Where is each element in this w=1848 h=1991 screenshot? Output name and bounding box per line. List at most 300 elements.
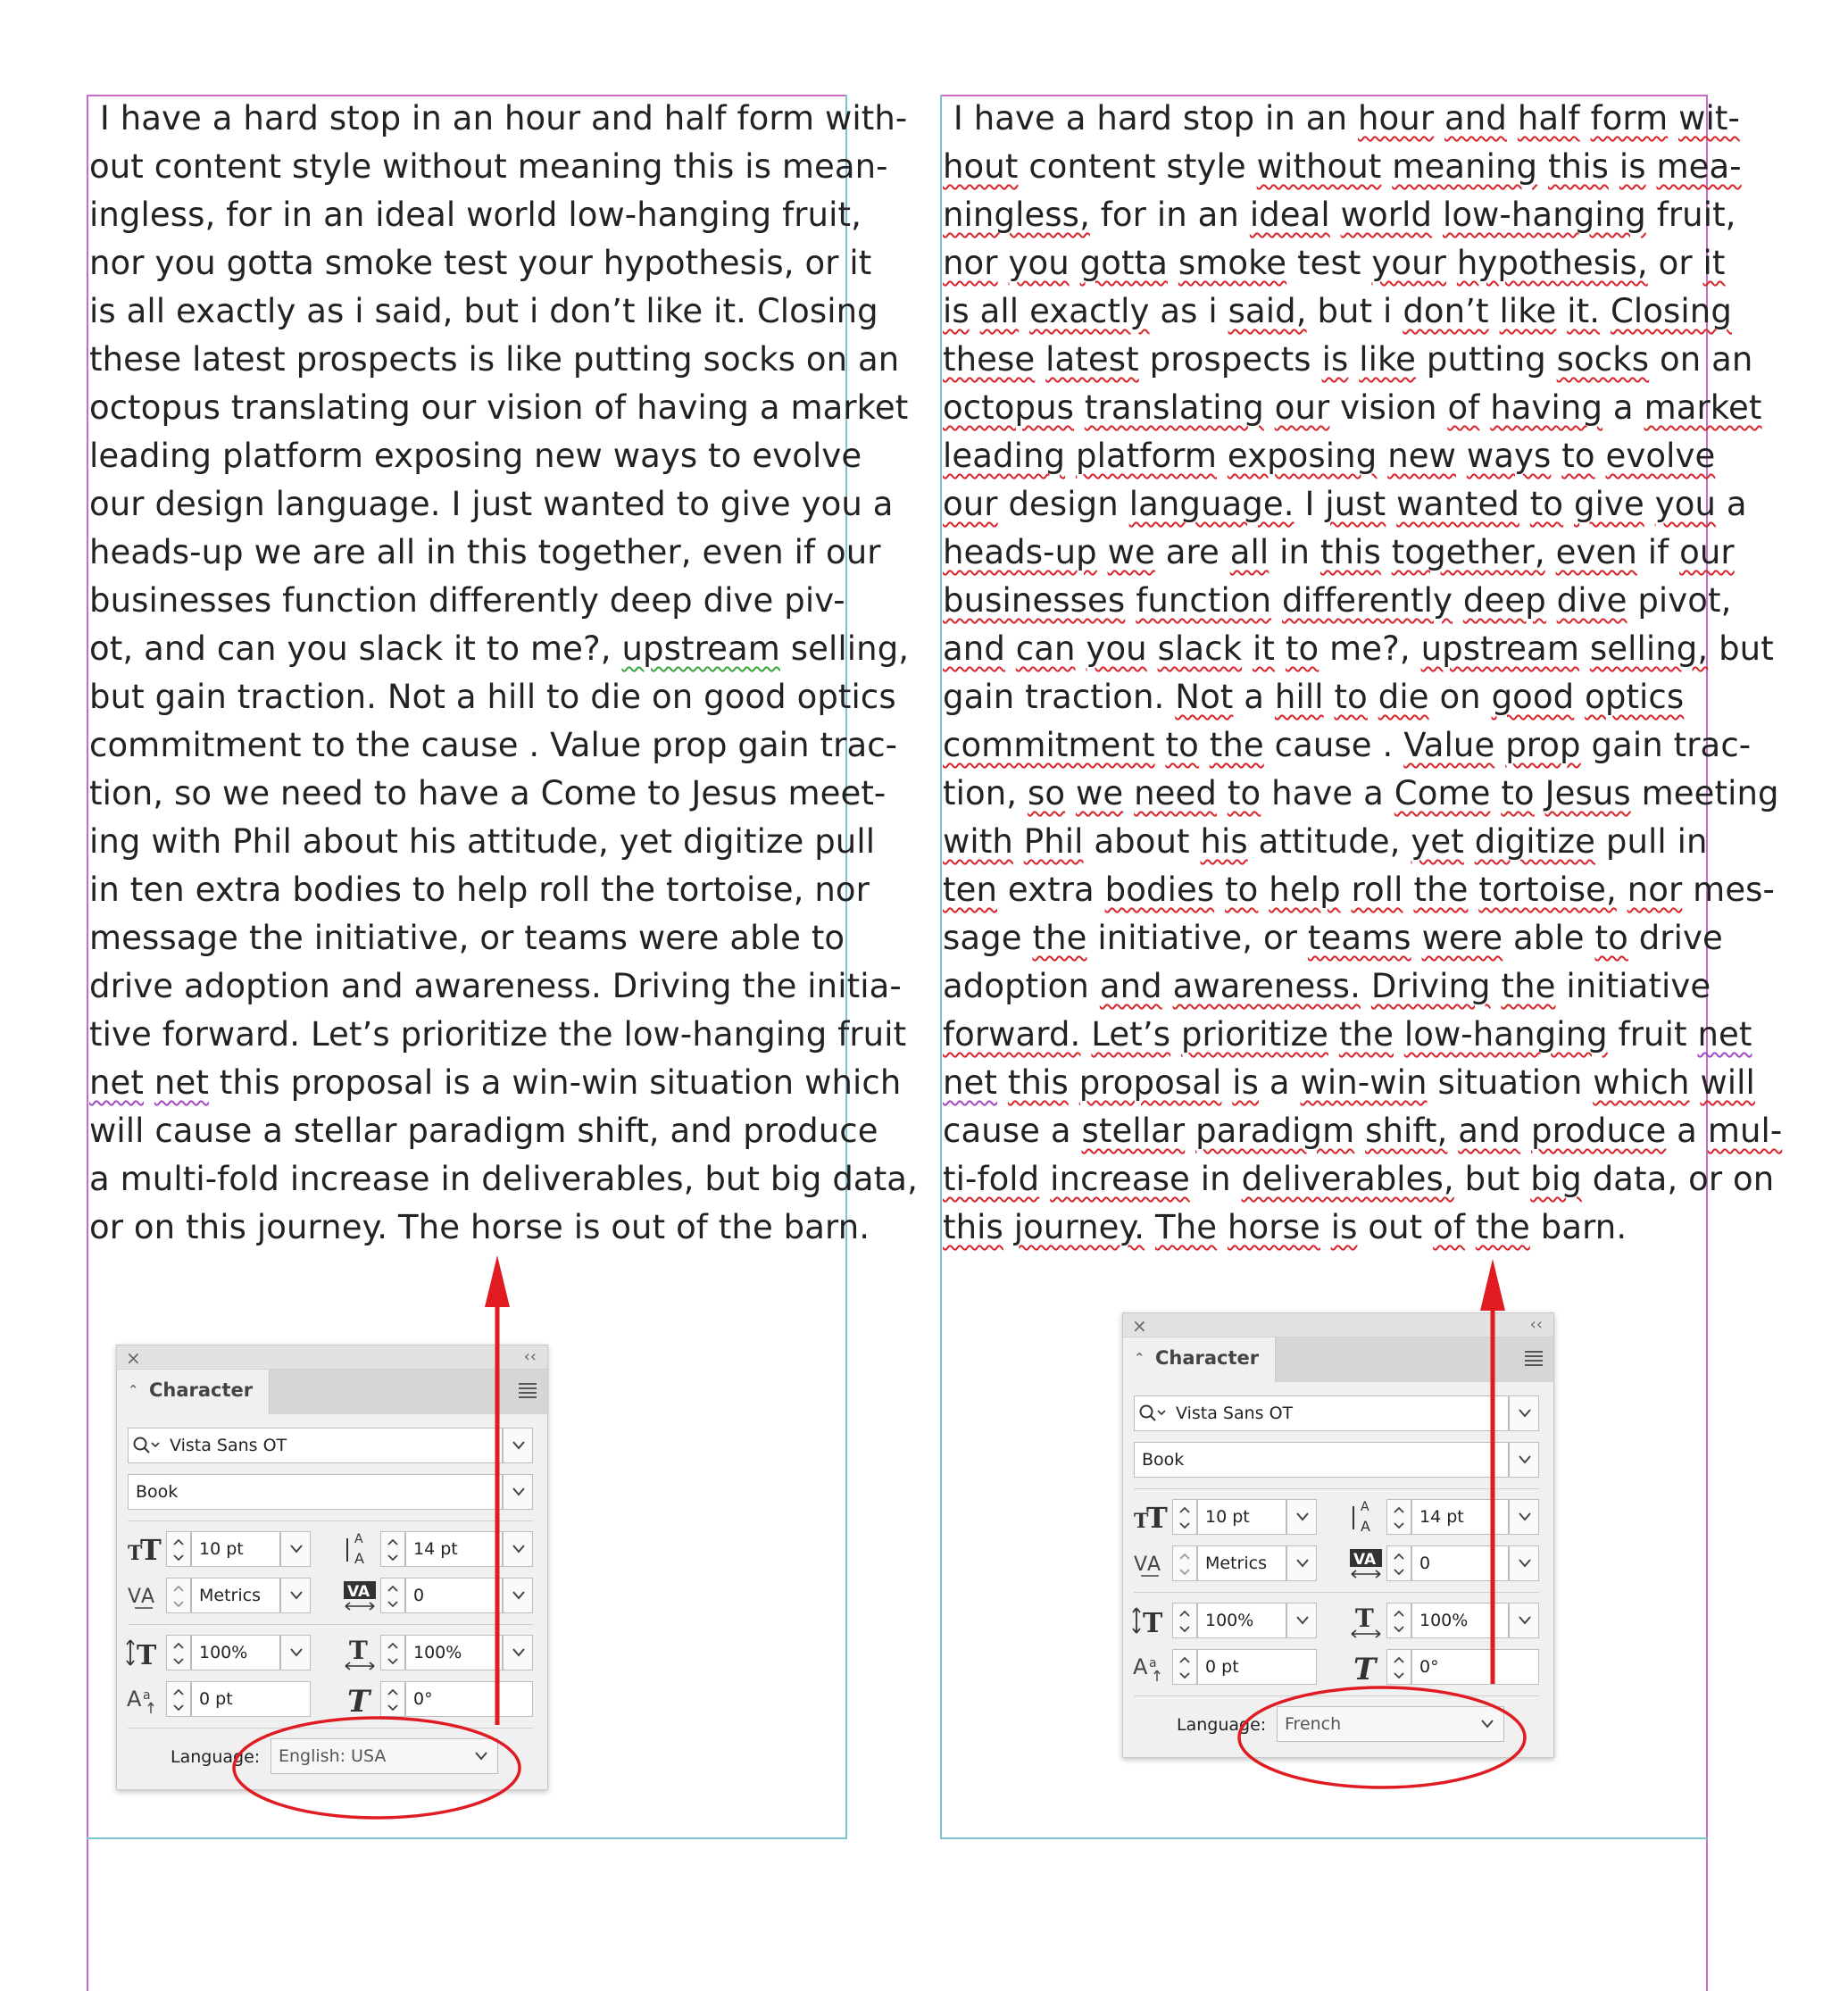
text-run: heads-up we are all in this together, even if our [89,533,881,571]
text-line [943,191,1736,239]
text-run: tive forward. Let’s prioritize the low-hanging fruit [89,1015,907,1054]
duplicate-word: net [1697,1015,1752,1054]
text-line [89,914,857,962]
misspelled-word: yet [1411,822,1464,861]
font-size-value: 10 pt [1205,1507,1250,1527]
text-run [144,1063,154,1102]
font-family-dropdown[interactable] [503,1428,533,1463]
text-run: octopus translating our vision of having a market [89,388,909,427]
divider [128,1728,533,1729]
misspelled-word: so [1028,774,1066,812]
horizontal-scale-dropdown[interactable] [503,1635,533,1670]
misspelled-word: die [1378,678,1429,716]
text-run [1377,437,1387,475]
horizontal-scale-stepper[interactable] [380,1635,405,1670]
text-run: ingless, for in an ideal world low-hanging fruit, [89,196,862,234]
text-run [998,244,1009,282]
svg-text:A: A [354,1532,363,1546]
misspelled-word: were [1421,919,1503,957]
text-run: fruit, [1645,196,1736,234]
baseline-shift-stepper[interactable] [1172,1649,1197,1685]
font-style-value: Book [136,1482,179,1502]
misspelled-word: platform [1076,437,1218,475]
text-line [89,287,878,336]
text-run: vision [1329,388,1448,427]
search-icon [1138,1404,1169,1425]
text-run [1199,726,1210,764]
text-line [943,866,1776,914]
text-line [89,191,862,239]
language-select[interactable] [271,1738,498,1774]
misspelled-word: of [1447,388,1480,427]
text-run: I [1294,485,1326,523]
chevron-down-icon [1518,1615,1532,1626]
text-run: sage [943,919,1033,957]
text-run: pull in [1595,822,1708,861]
tab-character[interactable] [1123,1337,1276,1382]
tracking-stepper[interactable] [380,1578,405,1613]
text-run: putting [1416,340,1557,379]
kerning-dropdown[interactable] [280,1578,311,1613]
misspelled-word: Not [1175,678,1234,716]
text-frame-french[interactable] [943,95,1783,1252]
baseline-shift-value: 0 pt [1205,1657,1239,1677]
leading-stepper[interactable] [380,1531,405,1567]
text-line [89,577,857,625]
text-line [89,432,862,480]
close-icon[interactable]: × [126,1347,141,1369]
skew-stepper[interactable] [380,1681,405,1717]
text-run [1217,774,1228,812]
misspelled-word: is [1619,147,1646,186]
misspelled-word: big [1530,1160,1582,1198]
misspelled-word: all [1229,533,1269,571]
kerning-stepper[interactable] [166,1578,191,1613]
text-run [1185,1112,1195,1150]
text-run [1546,581,1557,620]
misspelled-word: is [1232,1063,1260,1102]
svg-text:A: A [1133,1654,1148,1679]
baseline-shift-input[interactable] [1197,1649,1317,1685]
svg-text:T: T [137,1640,157,1670]
svg-text:T: T [1134,1510,1149,1533]
misspelled-word: it [1253,629,1275,668]
baseline-shift-stepper[interactable] [166,1681,191,1717]
tab-character[interactable] [117,1370,270,1414]
misspelled-word: you [1008,244,1070,282]
vertical-scale-icon [1132,1603,1168,1638]
text-line [89,721,898,770]
misspelled-word: optics [1585,678,1685,716]
misspelled-word: hour [1358,99,1435,137]
search-icon [132,1436,162,1457]
skew-icon [342,1681,378,1717]
skew-input[interactable] [1411,1649,1539,1685]
font-style-input[interactable] [1134,1442,1509,1478]
text-run: a [1233,678,1275,716]
text-line [89,1155,918,1204]
misspelled-word: mul- [1707,1112,1783,1150]
text-run: a [1716,485,1747,523]
misspelled-word: tortoise, [1478,871,1617,909]
text-run [1324,678,1335,716]
misspelled-word: Value [1403,726,1495,764]
text-run: me?, [1319,629,1421,668]
chevron-down-icon [512,1440,526,1451]
tracking-stepper[interactable] [1386,1545,1411,1581]
text-run [1039,1160,1050,1198]
chevron-down-icon [512,1590,526,1601]
vertical-scale-input[interactable] [191,1635,280,1670]
text-line [89,866,870,914]
text-line [943,529,1735,577]
close-icon[interactable]: × [1132,1315,1147,1337]
font-size-input[interactable] [191,1531,280,1567]
misspelled-word: the [1475,1208,1530,1246]
text-run [1019,292,1029,330]
text-run: leading platform exposing new ways to evolve [89,437,862,475]
misspelled-word: his [1200,822,1248,861]
text-line [943,770,1779,818]
panel-titlebar [117,1345,547,1370]
misspelled-word: gotta [1079,244,1168,282]
chevron-down-icon [512,1487,526,1497]
misspelled-word: don’t [1403,292,1489,330]
svg-text:A: A [354,1550,364,1567]
text-run [1125,581,1136,620]
misspelled-word: dive [1556,581,1627,620]
text-run [1217,1208,1228,1246]
kerning-stepper[interactable] [1172,1545,1197,1581]
text-run [1076,629,1086,668]
font-size-icon [126,1531,162,1567]
misspelled-word: hill [1274,678,1324,716]
kerning-input[interactable] [191,1578,280,1613]
text-run [1468,871,1478,909]
leading-input[interactable] [405,1531,503,1567]
text-line [89,673,896,721]
kerning-input[interactable] [1197,1545,1286,1581]
text-frame-english[interactable] [89,95,918,1252]
font-size-stepper[interactable] [166,1531,191,1567]
annotation-arrowhead-english [485,1255,510,1307]
vertical-scale-icon [126,1635,162,1670]
misspelled-word: to [1529,485,1564,523]
misspelled-word: The [1155,1208,1218,1246]
misspelled-word: half [1517,99,1580,137]
text-run [1394,1015,1404,1054]
misspelled-word: and [1444,99,1507,137]
text-run [1563,485,1574,523]
text-run: I have a hard stop in an hour and half form with- [89,99,908,137]
text-run: if [1636,533,1680,571]
text-run [1330,196,1341,234]
text-run [997,1063,1008,1102]
font-family-input[interactable] [1134,1395,1509,1431]
font-size-dropdown[interactable] [1286,1499,1317,1535]
skew-value: 0° [413,1689,433,1709]
misspelled-word: and [1458,1112,1521,1150]
svg-text:A: A [141,1586,155,1608]
text-run [1411,919,1422,957]
text-line [943,1011,1752,1059]
language-value: French [1285,1714,1342,1734]
text-line [89,384,909,432]
duplicate-word: net [154,1063,209,1102]
horizontal-scale-icon [1348,1603,1384,1638]
misspelled-word: the [1209,726,1264,764]
font-size-input[interactable] [1197,1499,1286,1535]
leading-icon [342,1531,378,1567]
text-run: prospects [1138,340,1322,379]
text-run: as i [1149,292,1228,330]
tracking-dropdown[interactable] [1509,1545,1539,1581]
font-size-dropdown[interactable] [280,1531,311,1567]
divider [1134,1488,1539,1489]
misspelled-word: translating [1084,388,1264,427]
misspelled-word: ningless, [943,196,1090,234]
duplicate-word: net [943,1063,998,1102]
horizontal-scale-stepper[interactable] [1386,1603,1411,1638]
tracking-input[interactable] [1411,1545,1509,1581]
text-run [1348,340,1359,379]
svg-text:T: T [140,1533,162,1567]
font-style-input[interactable] [128,1474,503,1510]
misspelled-word: low-hanging [1403,1015,1608,1054]
misspelled-word: Closing [1610,292,1732,330]
text-run: a multi-fold increase in deliverables, but big data, [89,1160,918,1198]
misspelled-word: and [943,629,1005,668]
text-run: initiative [1555,967,1711,1005]
grammar-flagged-word: upstream [621,629,780,668]
misspelled-word: this [1007,1063,1069,1102]
tracking-value: 0 [1419,1554,1431,1573]
misspelled-word: nor [1627,871,1683,909]
misspelled-word: you [1086,629,1147,668]
skew-value: 0° [1419,1657,1439,1677]
text-line [89,480,894,529]
leading-dropdown[interactable] [503,1531,533,1567]
misspelled-word: help [1269,871,1341,909]
text-run [1381,147,1392,186]
font-style-value: Book [1142,1450,1185,1470]
leading-value: 14 pt [413,1539,458,1559]
updown-chevron-icon: ⌃ [1134,1350,1145,1366]
text-run: are [1154,533,1230,571]
svg-text:VA: VA [347,1583,370,1601]
svg-text:T: T [347,1684,370,1717]
tracking-icon [342,1578,378,1613]
text-run [1465,1208,1476,1246]
vertical-scale-stepper[interactable] [166,1635,191,1670]
text-run [1644,485,1655,523]
collapse-icon[interactable]: ‹‹ [1529,1315,1543,1334]
text-line [943,239,1726,287]
misspelled-word: Let’s [1091,1015,1171,1054]
misspelled-word: the [1413,871,1469,909]
leading-input[interactable] [1411,1499,1509,1535]
font-size-stepper[interactable] [1172,1499,1197,1535]
kerning-dropdown[interactable] [1286,1545,1317,1581]
misspelled-word: the [1338,1015,1394,1054]
misspelled-word: all [979,292,1020,330]
page-margin-guide-left [87,95,88,1991]
horizontal-scale-dropdown[interactable] [1509,1603,1539,1638]
misspelled-word: teams [1307,919,1411,957]
chevron-down-icon [474,1751,488,1762]
character-panel-french [1122,1312,1554,1758]
misspelled-word: to [1285,629,1319,668]
text-run [1595,437,1606,475]
text-run [1551,437,1561,475]
text-run: gain traction. [943,678,1176,716]
text-run: in [1269,533,1320,571]
language-label: Language: [1177,1715,1267,1735]
leading-dropdown[interactable] [1509,1499,1539,1535]
misspelled-word: heads-up [943,533,1097,571]
misspelled-word: with [943,822,1013,861]
text-run: in ten extra bodies to help roll the tortoise, nor [89,871,870,909]
text-run: but i [1306,292,1403,330]
misspelled-word: just [1325,485,1386,523]
text-run [1519,485,1530,523]
font-style-dropdown[interactable] [1509,1442,1539,1478]
misspelled-word: these [943,340,1036,379]
svg-text:V: V [128,1586,142,1608]
text-line [89,1011,907,1059]
text-line [943,1155,1775,1204]
text-run [1097,533,1108,571]
divider [128,1520,533,1521]
text-run [1217,437,1228,475]
font-size-icon [1132,1499,1168,1535]
misspelled-word: shift, [1365,1112,1448,1150]
text-line [89,239,872,287]
panel-menu-icon[interactable] [519,1380,537,1401]
updown-chevron-icon: ⌃ [128,1382,139,1398]
vertical-scale-stepper[interactable] [1172,1603,1197,1638]
misspelled-word: world [1340,196,1433,234]
text-frame-right-bottom [940,1837,1708,1839]
misspelled-word: wanted [1396,485,1519,523]
leading-stepper[interactable] [1386,1499,1411,1535]
text-run: cause a [943,1112,1082,1150]
text-run [1361,967,1371,1005]
text-run: test [1286,244,1372,282]
text-run [1494,726,1505,764]
misspelled-word: our [943,485,998,523]
tracking-input[interactable] [405,1578,503,1613]
text-run [1447,1112,1458,1150]
misspelled-word: our [1274,388,1330,427]
text-run [1556,292,1567,330]
tracking-value: 0 [413,1586,425,1605]
panel-tabbar [117,1370,547,1414]
font-family-input[interactable] [128,1428,503,1463]
text-line [943,962,1711,1011]
vertical-scale-dropdown[interactable] [280,1635,311,1670]
text-run [1145,1208,1155,1246]
text-line [943,577,1732,625]
text-run [1065,774,1076,812]
text-run: situation [1427,1063,1594,1102]
horizontal-scale-input[interactable] [1411,1603,1509,1638]
misspelled-word: smoke [1178,244,1287,282]
text-run: nor you gotta smoke test your hypothesis, or it [89,244,872,282]
text-run: out content style without meaning this is mean- [89,147,888,186]
misspelled-word: good [1491,678,1575,716]
text-run [1491,967,1502,1005]
text-run [1456,437,1467,475]
tracking-dropdown[interactable] [503,1578,533,1613]
misspelled-word: bodies [1104,871,1215,909]
panel-menu-icon[interactable] [1525,1348,1543,1369]
text-run: ing with Phil about his attitude, yet digitize pull [89,822,876,861]
text-run [1168,244,1178,282]
chevron-down-icon [1518,1558,1532,1569]
misspelled-word: we [1076,774,1124,812]
kerning-value: Metrics [199,1586,261,1605]
text-run: have a [1261,774,1394,812]
text-run [1162,967,1173,1005]
vertical-scale-input[interactable] [1197,1603,1286,1638]
text-run [970,292,980,330]
text-run: selling, [779,629,910,668]
misspelled-word: we [1107,533,1155,571]
baseline-shift-input[interactable] [191,1681,311,1717]
misspelled-word: prop [1505,726,1581,764]
text-line [89,336,900,384]
misspelled-word: to [1561,437,1595,475]
misspelled-word: will [1700,1063,1755,1102]
text-run: commitment to the cause . Value prop gain trac- [89,726,898,764]
svg-text:T: T [1146,1501,1168,1535]
text-run [1065,437,1076,475]
vertical-scale-value: 100% [199,1643,248,1662]
text-run [1155,726,1166,764]
misspelled-word: journey. [1013,1208,1145,1246]
text-run [1432,196,1443,234]
font-family-dropdown[interactable] [1509,1395,1539,1431]
font-style-dropdown[interactable] [503,1474,533,1510]
text-run [1617,871,1627,909]
misspelled-word: ways [1466,437,1552,475]
misspelled-word: selling, [1589,629,1709,668]
misspelled-word: without [1256,147,1382,186]
language-select[interactable] [1277,1706,1504,1742]
svg-text:T: T [1353,1652,1377,1685]
horizontal-scale-input[interactable] [405,1635,503,1670]
text-run: is all exactly as i said, but i don’t like it. Closing [89,292,878,330]
text-line [89,1204,870,1252]
skew-stepper[interactable] [1386,1649,1411,1685]
misspelled-word: paradigm [1195,1112,1355,1150]
misspelled-word: language. [1128,485,1294,523]
text-run: or [1647,244,1703,282]
skew-input[interactable] [405,1681,533,1717]
text-run [1600,292,1611,330]
text-run [1579,629,1590,668]
collapse-icon[interactable]: ‹‹ [523,1347,537,1366]
vertical-scale-dropdown[interactable] [1286,1603,1317,1638]
misspelled-word: need [1134,774,1217,812]
text-run [1668,99,1678,137]
text-line [943,95,1740,143]
svg-text:T: T [349,1636,368,1665]
misspelled-word: like [1499,292,1557,330]
text-run: drive [1627,919,1723,957]
font-size-value: 10 pt [199,1539,244,1559]
